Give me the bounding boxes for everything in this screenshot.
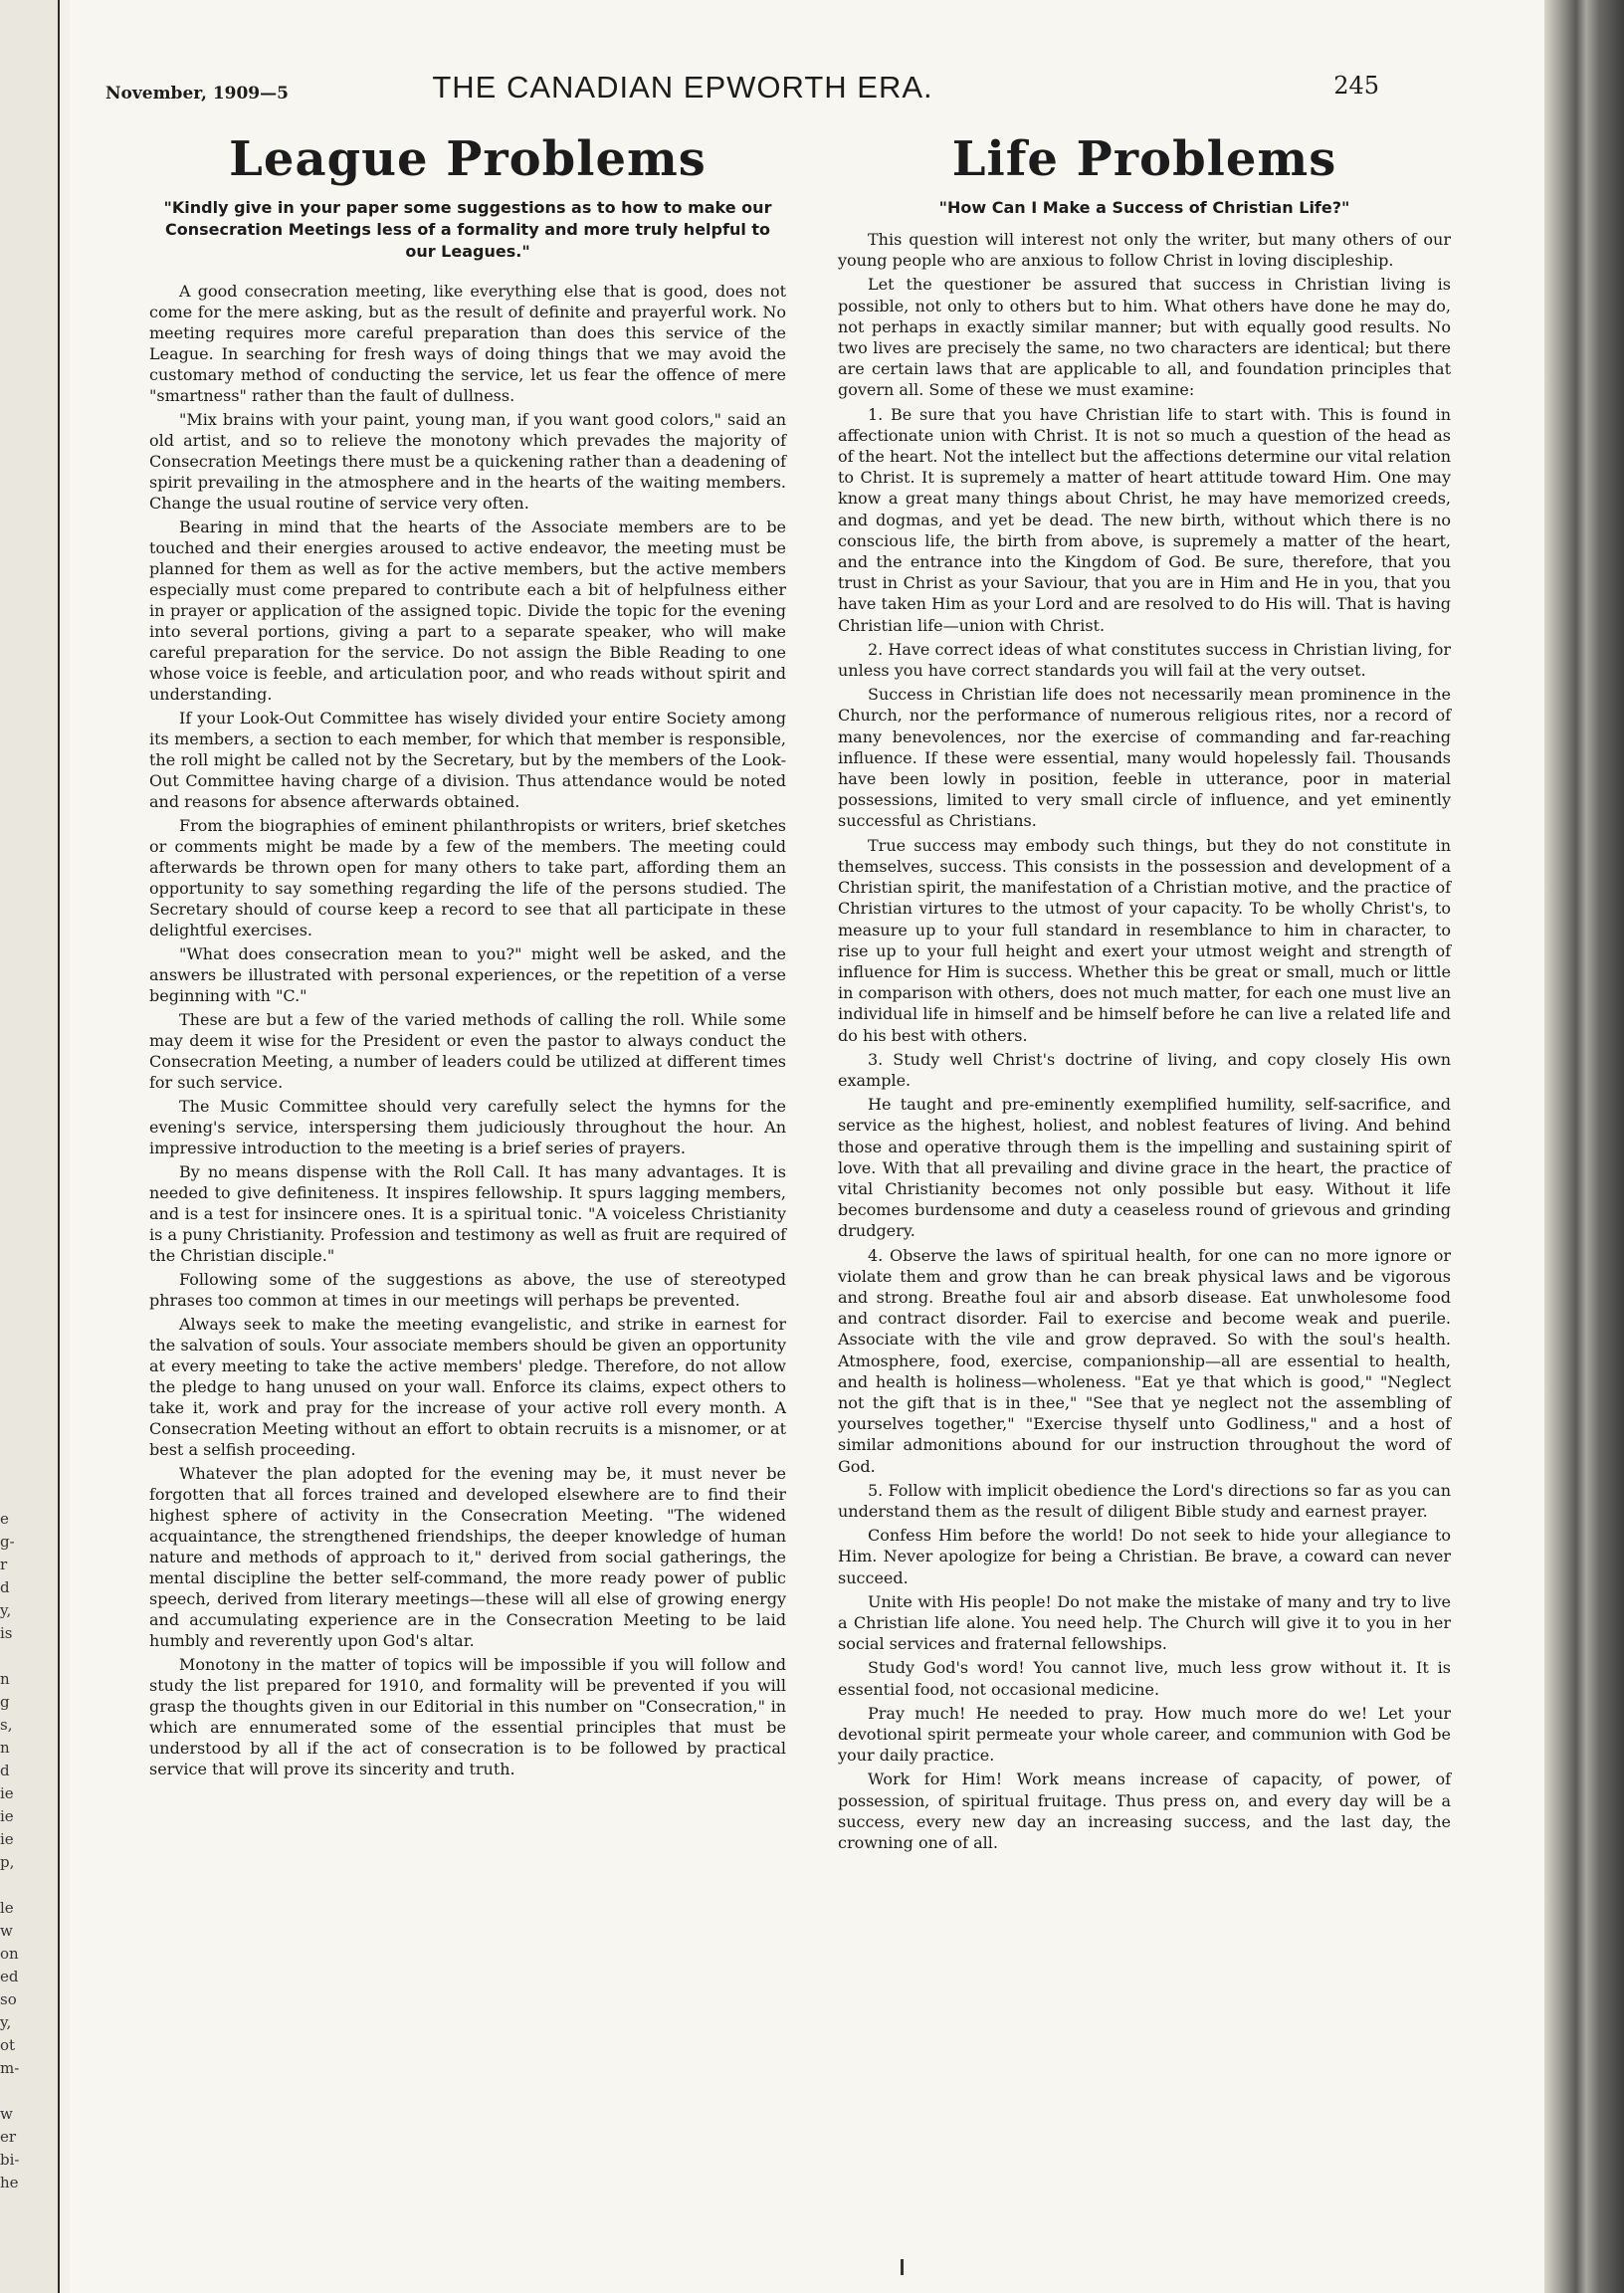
life-problems-column bbox=[838, 119, 1451, 1856]
margin-fragment: y, bbox=[0, 2013, 12, 2031]
life-paragraph: He taught and pre-eminently exemplified humility, self-sacrifice, and service as the highest, holiest, and noblest features of living. And behind those and operative through them is the impelling and sustaining spirit of love. With that all prevailing and divine grace in the heart, the practice of vital Christianity becomes not only possible but easy. Without it life becomes burdensome and duty a ceaseless round of grievous and grinding drudgery. bbox=[838, 1095, 1451, 1241]
life-paragraph: 1. Be sure that you have Christian life to start with. This is found in affectionate union with Christ. It is not so much a question of the head as of the heart. Not the intellect but the affections determine our vital relation to Christ. It is supremely a matter of heart attitude toward Him. One may know a great many things about Christ, he may have memorized creeds, and dogmas, and yet be dead. The new birth, without which there is no conscious life, the birth from above, is supremely a matter of the heart, and the entrance into the Kingdom of God. Be sure, therefore, that you trust in Christ as your Saviour, that you are in Him and He in you, that you have taken Him as your Lord and are resolved to do His will. That is having Christian life—union with Christ. bbox=[838, 404, 1451, 635]
league-paragraph: Bearing in mind that the hearts of the Associate members are to be touched and their energies aroused to active endeavor, the meeting must be planned for them as well as for the active members, but the active members especially must come prepared to contribute each a bit of helpfulness either in prayer or application of the assigned topic. Divide the topic for the evening into several portions, giving a part to a separate speaker, who will make careful preparation for the service. Do not assign the Bible Reading to one whose voice is feeble, and articulation poor, and who reads without spirit and understanding. bbox=[149, 518, 786, 704]
life-question: "How Can I Make a Success of Christian Life?" bbox=[938, 198, 1350, 217]
margin-fragment: s, bbox=[0, 1716, 13, 1734]
margin-fragment bbox=[0, 1645, 20, 1668]
margin-fragment bbox=[0, 1874, 20, 1897]
margin-fragment: le bbox=[0, 1899, 14, 1917]
margin-fragment: n bbox=[0, 1739, 10, 1757]
book-binding-edge bbox=[1544, 0, 1624, 2293]
life-paragraph: 4. Observe the laws of spiritual health, for one can no more ignore or violate them and grow than he can break physical laws and be vigorous and strong. Breathe foul air and absorb disease. Eat unwholesome food and contract disorder. Fail to exercise and become weak and puerile. Associate with the vile and grow depraved. So with the soul's health. Atmosphere, food, exercise, companionship—all are essential to health, and health is holiness—wholeness. "Eat ye that which is good," "Neglect not the gift that is in thee," "See that ye neglect not the assembling of yourselves together," "Exercise thyself unto Godliness," and a host of similar admonitions abound for our instruction throughout the word of God. bbox=[838, 1245, 1451, 1476]
life-paragraph: Success in Christian life does not necessarily mean prominence in the Church, nor the performance of numerous religious rites, nor a record of many benevolences, nor the exercise of commanding and far-reaching influence. If these were essential, many would hopelessly fail. Thousands have been lowly in position, feeble in utterance, poor in material possessions, limited to very small circle of influence, and yet eminently successful as Christians. bbox=[838, 685, 1451, 831]
margin-fragment: e bbox=[0, 1510, 9, 1528]
life-paragraph: True success may embody such things, but they do not constitute in themselves, success. This consists in the possession and development of a Christian spirit, the manifestation of a Christian motive, and the practice of Christian virtures to the utmost of your capacity. To be wholly Christ's, to measure up to your full standard in resemblance to him in character, to rise up to your full height and exert your utmost weight and strength of influence for Him is success. Whether this be great or small, much or little in comparison with others, does not much matter, for each one must live an individual life in himself and be himself before he can live a related life and do his best with others. bbox=[838, 835, 1451, 1045]
publication-title: THE CANADIAN EPWORTH ERA. bbox=[432, 70, 933, 104]
issue-date: November, 1909—5 bbox=[105, 84, 289, 104]
life-body bbox=[838, 229, 1451, 1853]
life-paragraph: 2. Have correct ideas of what constitutes success in Christian living, for unless you have correct standards you will fail at the very outset. bbox=[838, 639, 1451, 681]
league-problems-title: League Problems bbox=[229, 131, 707, 187]
league-paragraph: Following some of the suggestions as above, the use of stereotyped phrases too common at times in our meetings will perhaps be prevented. bbox=[149, 1270, 786, 1310]
league-paragraph: By no means dispense with the Roll Call. It has many advantages. It is needed to give definiteness. It inspires fellowship. It spurs lagging members, and is a test for insincere ones. It is a spiritual tonic. "A voiceless Christianity is a puny Christianity. Profession and testimony as well as fruit are required of the Christian disciple." bbox=[149, 1162, 786, 1265]
life-paragraph: Unite with His people! Do not make the mistake of many and try to live a Christian life alone. You need help. The Church will give it to you in her social services and fraternal fellowships. bbox=[838, 1591, 1451, 1654]
margin-fragment: w bbox=[0, 1922, 13, 1940]
league-paragraph: Whatever the plan adopted for the evening may be, it must never be forgotten that all forces trained and developed elsewhere are to find their highest sphere of activity in the Consecration Meeting. "The widened acquaintance, the strengthened friendships, the deeper knowledge of human nature and methods of approach to it," derived from social gatherings, the mental discipline the better self-command, the more ready power of public speech, derived from literary meetings—these will all else of growing energy and accumulating experience are in the Consecration Meeting to be laid humbly and reverently upon God's altar. bbox=[149, 1464, 786, 1650]
margin-fragment: y, bbox=[0, 1601, 12, 1619]
life-paragraph: Confess Him before the world! Do not seek to hide your allegiance to Him. Never apologize for being a Christian. Be brave, a coward can never succeed. bbox=[838, 1526, 1451, 1587]
margin-fragment: d bbox=[0, 1762, 10, 1779]
league-paragraph: The Music Committee should very carefully select the hymns for the evening's service, interspersing them judiciously throughout the hour. An impressive introduction to the meeting is a brief series of prayers. bbox=[149, 1097, 786, 1157]
life-paragraph: Work for Him! Work means increase of capacity, of power, of possession, of spiritual fruitage. Thus press on, and every day will be a success, every new day an increasing success, and the last day, the crowning one of all. bbox=[838, 1770, 1451, 1853]
adjacent-page-fragments bbox=[0, 1508, 20, 2194]
margin-fragment: ot bbox=[0, 2036, 16, 2054]
margin-fragment: is bbox=[0, 1624, 13, 1642]
league-paragraph: "Mix brains with your paint, young man, if you want good colors," said an old artist, and so to relieve the monotony which prevades the majority of Consecration Meetings there must be a quickening rather than a deadening of spirit prevailing in the atmosphere and in the hearts of the waiting members. Change the usual routine of service very often. bbox=[149, 410, 786, 513]
margin-fragment: n bbox=[0, 1670, 10, 1688]
league-body bbox=[149, 281, 786, 1779]
league-paragraph: Always seek to make the meeting evangelistic, and strike in earnest for the salvation of souls. Your associate members should be given an opportunity at every meeting to take the active members' pledge. Therefore, do not allow the pledge to hang unused on your wall. Enforce its claims, expect others to take it, work and pray for the increase of your active roll every month. A Consecration Meeting without an effort to obtain recruits is a misnomer, or at best a selfish proceeding. bbox=[149, 1315, 786, 1459]
margin-fragment: w bbox=[0, 2105, 13, 2123]
life-paragraph: Pray much! He needed to pray. How much more do we! Let your devotional spirit permeate your whole career, and communion with God be your daily practice. bbox=[838, 1703, 1451, 1766]
margin-fragment: ed bbox=[0, 1968, 19, 1985]
margin-fragment: ie bbox=[0, 1784, 14, 1802]
league-paragraph: From the biographies of eminent philanthropists or writers, brief sketches or comments might be made by a few of the members. The meeting could afterwards be thrown open for many others to take part, affording them an opportunity to say something regarding the life of the persons studied. The Secretary should of course keep a record to see that all participate in these delightful exercises. bbox=[149, 816, 786, 939]
life-paragraph: 5. Follow with implicit obedience the Lord's directions so far as you can understand them as the result of diligent Bible study and earnest prayer. bbox=[838, 1480, 1451, 1521]
page-header bbox=[105, 70, 1449, 109]
league-question: "Kindly give in your paper some suggestions as to how to make our Consecration Meetings less of a formality and more truly helpful to our Leagues." bbox=[163, 198, 772, 261]
league-paragraph: Monotony in the matter of topics will be impossible if you will follow and study the list prepared for 1910, and formality will be prevented if you will grasp the thoughts given in our Editorial in this number on "Consecration," in which are ennumerated some of the essential principles that must be understood by all if the act of consecration is to be followed by practical service that will prove its sincerity and truth. bbox=[149, 1655, 786, 1778]
margin-fragment: ie bbox=[0, 1830, 14, 1848]
life-paragraph: This question will interest not only the writer, but many others of our young people who are anxious to follow Christ in loving discipleship. bbox=[838, 230, 1451, 271]
margin-fragment bbox=[0, 2080, 20, 2103]
print-mark bbox=[901, 2259, 904, 2275]
league-paragraph: These are but a few of the varied methods of calling the roll. While some may deem it wise for the President or even the pastor to always conduct the Consecration Meeting, a number of leaders could be utilized at different times for such service. bbox=[149, 1010, 786, 1092]
margin-fragment: g- bbox=[0, 1533, 15, 1551]
margin-fragment: d bbox=[0, 1578, 10, 1596]
margin-fragment: p, bbox=[0, 1853, 15, 1871]
page-number: 245 bbox=[1333, 72, 1379, 100]
league-paragraph: If your Look-Out Committee has wisely divided your entire Society among its members, a section to each member, for which that member is responsible, the roll might be called not by the Secretary, but by the members of the Look-Out Committee having charge of a division. Thus attendance would be noted and reasons for absence afterwards obtained. bbox=[149, 709, 786, 811]
margin-fragment: on bbox=[0, 1945, 19, 1963]
life-paragraph: 3. Study well Christ's doctrine of living, and copy closely His own example. bbox=[838, 1049, 1451, 1090]
margin-fragment: ie bbox=[0, 1807, 14, 1825]
league-paragraph: "What does consecration mean to you?" might well be asked, and the answers be illustrated with personal experiences, or the repetition of a verse beginning with "C." bbox=[149, 944, 786, 1005]
margin-fragment: so bbox=[0, 1990, 17, 2008]
margin-fragment: g bbox=[0, 1693, 10, 1711]
league-paragraph: A good consecration meeting, like everything else that is good, does not come for the mere asking, but as the result of definite and prayerful work. No meeting requires more careful preparation than does this service of the League. In searching for fresh ways of doing things that we may avoid the customary method of conducting the service, let us fear the offence of mere "smartness" rather than the fault of dullness. bbox=[149, 282, 786, 405]
margin-fragment: bi- bbox=[0, 2151, 20, 2169]
league-problems-column bbox=[149, 119, 786, 1782]
margin-fragment: er bbox=[0, 2128, 17, 2146]
life-paragraph: Study God's word! You cannot live, much less grow without it. It is essential food, not occasional medicine. bbox=[838, 1658, 1451, 1699]
margin-fragment: m- bbox=[0, 2059, 20, 2077]
margin-fragment: r bbox=[0, 1556, 8, 1573]
margin-fragment: he bbox=[0, 2174, 19, 2191]
life-paragraph: Let the questioner be assured that success in Christian living is possible, not only to others but to him. What others have done he may do, not perhaps in exactly similar manner; but with equally good results. No two lives are precisely the same, no two characters are identical; but there are certain laws that are applicable to all, and foundation principles that govern all. Some of these we must examine: bbox=[838, 275, 1451, 400]
life-problems-title: Life Problems bbox=[951, 131, 1337, 187]
